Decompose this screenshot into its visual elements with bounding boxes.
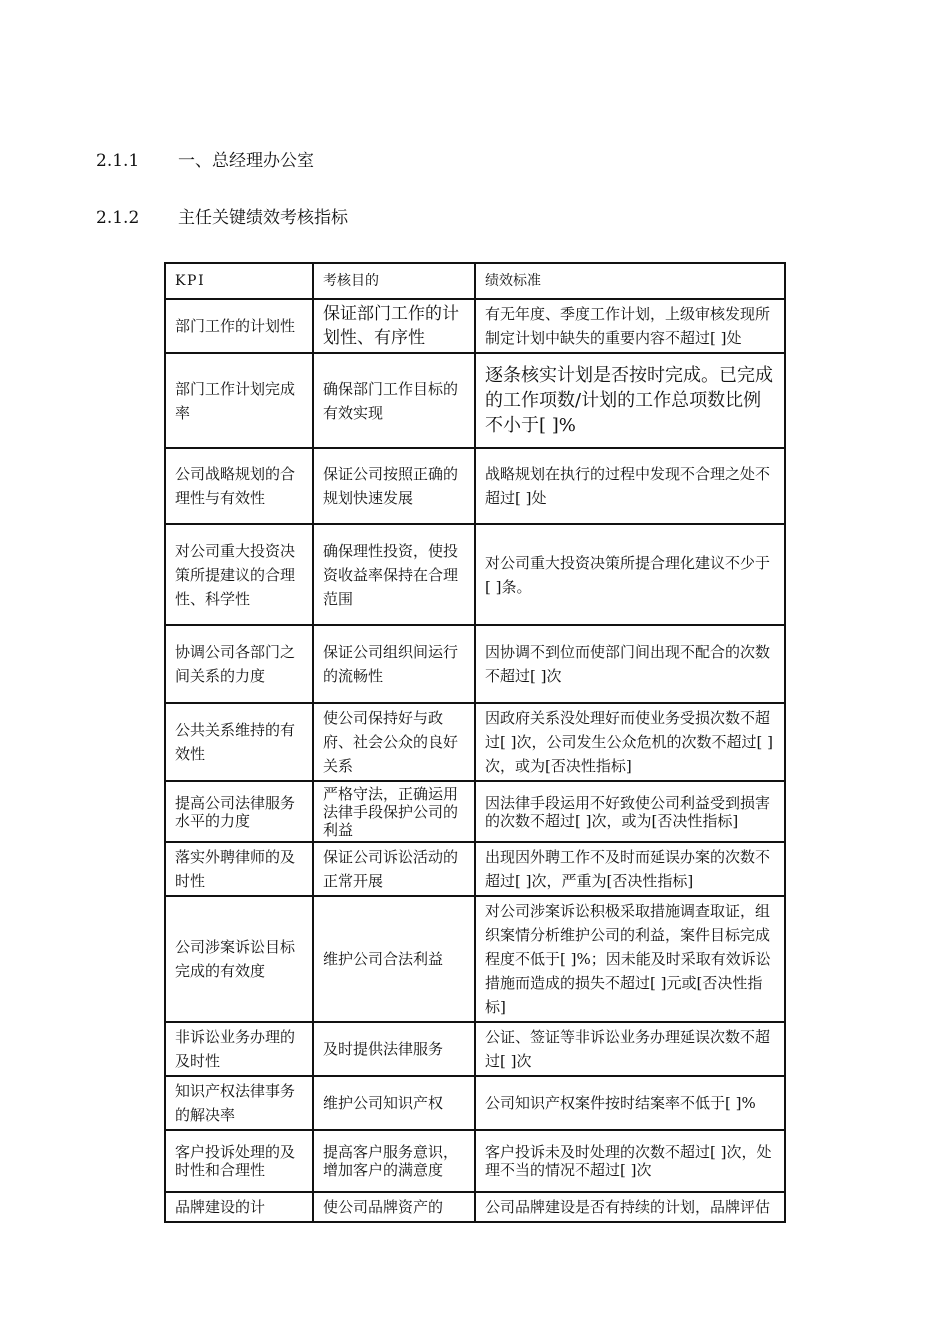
purpose-cell: 保证部门工作的计划性、有序性 xyxy=(313,299,475,353)
kpi-cell: 品牌建设的计 xyxy=(165,1192,313,1222)
table-row xyxy=(165,1192,785,1222)
kpi-cell: 客户投诉处理的及时性和合理性 xyxy=(165,1130,313,1192)
table-row xyxy=(165,1022,785,1076)
column-header-kpi: KPI xyxy=(165,263,313,299)
table-row xyxy=(165,299,785,353)
table-header-row xyxy=(165,263,785,299)
kpi-cell: 非诉讼业务办理的及时性 xyxy=(165,1022,313,1076)
kpi-cell: 部门工作的计划性 xyxy=(165,299,313,353)
purpose-cell: 确保部门工作目标的有效实现 xyxy=(313,353,475,448)
column-header-purpose: 考核目的 xyxy=(313,263,475,299)
purpose-cell: 提高客户服务意识，增加客户的满意度 xyxy=(313,1130,475,1192)
standard-cell: 逐条核实计划是否按时完成。已完成的工作项数/计划的工作总项数比例不小于[ ]% xyxy=(475,353,785,448)
purpose-cell: 维护公司合法利益 xyxy=(313,896,475,1022)
standard-cell: 公司知识产权案件按时结案率不低于[ ]% xyxy=(475,1076,785,1130)
table-row xyxy=(165,625,785,703)
purpose-cell: 保证公司按照正确的规划快速发展 xyxy=(313,448,475,524)
purpose-cell: 保证公司诉讼活动的正常开展 xyxy=(313,842,475,896)
table-row xyxy=(165,781,785,842)
standard-cell: 公司品牌建设是否有持续的计划，品牌评估 xyxy=(475,1192,785,1222)
purpose-cell: 严格守法，正确运用法律手段保护公司的利益 xyxy=(313,781,475,842)
standard-cell: 公证、签证等非诉讼业务办理延误次数不超过[ ]次 xyxy=(475,1022,785,1076)
kpi-cell: 协调公司各部门之间关系的力度 xyxy=(165,625,313,703)
table-row xyxy=(165,1130,785,1192)
standard-cell: 客户投诉未及时处理的次数不超过[ ]次，处理不当的情况不超过[ ]次 xyxy=(475,1130,785,1192)
section-number: 2.1.2 xyxy=(96,208,140,228)
column-header-standard: 绩效标准 xyxy=(475,263,785,299)
kpi-cell: 知识产权法律事务的解决率 xyxy=(165,1076,313,1130)
purpose-cell: 及时提供法律服务 xyxy=(313,1022,475,1076)
standard-cell: 对公司重大投资决策所提合理化建议不少于[ ]条。 xyxy=(475,524,785,625)
kpi-cell: 对公司重大投资决策所提建议的合理性、科学性 xyxy=(165,524,313,625)
section-title: 主任关键绩效考核指标 xyxy=(178,208,348,228)
section-heading-1 xyxy=(96,146,314,171)
kpi-table xyxy=(164,262,786,1223)
table-row xyxy=(165,524,785,625)
table-row xyxy=(165,353,785,448)
table-row xyxy=(165,703,785,781)
standard-cell: 对公司涉案诉讼积极采取措施调查取证，组织案情分析维护公司的利益，案件目标完成程度不低于[ ]%；因未能及时采取有效诉讼措施而造成的损失不超过[ ]元或[否决性指标] xyxy=(475,896,785,1022)
purpose-cell: 保证公司组织间运行的流畅性 xyxy=(313,625,475,703)
section-number: 2.1.1 xyxy=(96,151,140,171)
standard-cell: 因法律手段运用不好致使公司利益受到损害的次数不超过[ ]次，或为[否决性指标] xyxy=(475,781,785,842)
standard-cell: 出现因外聘工作不及时而延误办案的次数不超过[ ]次，严重为[否决性指标] xyxy=(475,842,785,896)
kpi-cell: 提高公司法律服务水平的力度 xyxy=(165,781,313,842)
standard-cell: 战略规划在执行的过程中发现不合理之处不超过[ ]处 xyxy=(475,448,785,524)
table-row xyxy=(165,896,785,1022)
standard-cell: 因政府关系没处理好而使业务受损次数不超过[ ]次，公司发生公众危机的次数不超过[ ]次，或为[否决性指标] xyxy=(475,703,785,781)
kpi-cell: 落实外聘律师的及时性 xyxy=(165,842,313,896)
kpi-cell: 公司涉案诉讼目标完成的有效度 xyxy=(165,896,313,1022)
table-row xyxy=(165,448,785,524)
kpi-cell: 公共关系维持的有效性 xyxy=(165,703,313,781)
purpose-cell: 维护公司知识产权 xyxy=(313,1076,475,1130)
kpi-cell: 公司战略规划的合理性与有效性 xyxy=(165,448,313,524)
standard-cell: 有无年度、季度工作计划，上级审核发现所制定计划中缺失的重要内容不超过[ ]处 xyxy=(475,299,785,353)
table-row xyxy=(165,842,785,896)
table-row xyxy=(165,1076,785,1130)
section-heading-2 xyxy=(96,203,348,228)
purpose-cell: 使公司品牌资产的 xyxy=(313,1192,475,1222)
purpose-cell: 确保理性投资，使投资收益率保持在合理范围 xyxy=(313,524,475,625)
kpi-cell: 部门工作计划完成率 xyxy=(165,353,313,448)
standard-cell: 因协调不到位而使部门间出现不配合的次数不超过[ ]次 xyxy=(475,625,785,703)
section-title: 一、总经理办公室 xyxy=(178,151,314,171)
purpose-cell: 使公司保持好与政府、社会公众的良好关系 xyxy=(313,703,475,781)
